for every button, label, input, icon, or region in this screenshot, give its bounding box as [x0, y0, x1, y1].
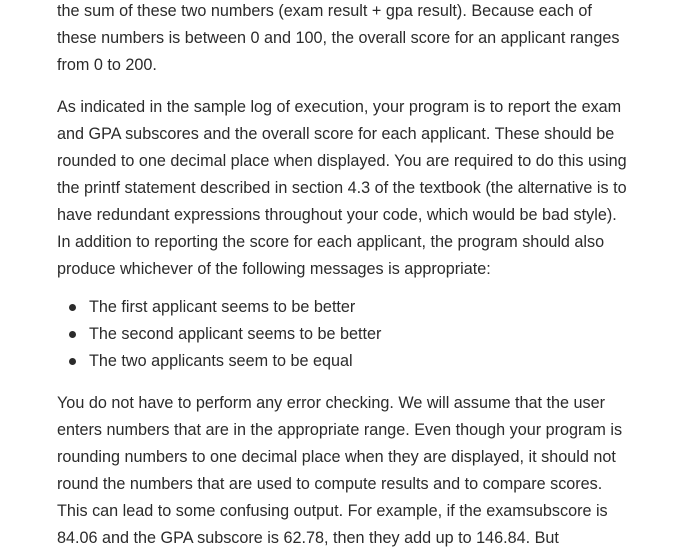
text-line: these numbers is between 0 and 100, the overall score for an applicant ranges — [57, 29, 620, 47]
text-line: enters numbers that are in the appropriate range. Even though your program is — [57, 421, 623, 439]
text-line: and GPA subscores and the overall score for each applicant. These should be — [57, 125, 615, 143]
list-item — [57, 321, 381, 348]
message-bullet-list — [57, 294, 381, 375]
text-line: the sum of these two numbers (exam result + gpa result). Because each of — [57, 2, 592, 20]
text-line: round the numbers that are used to compute results and to compare scores. — [57, 475, 603, 493]
list-item — [57, 294, 381, 321]
bullet-icon — [69, 304, 76, 311]
paragraph-score-sum — [57, 0, 619, 79]
text-line: from 0 to 200. — [57, 56, 157, 74]
text-line: produce whichever of the following messages is appropriate: — [57, 260, 491, 278]
paragraph-reporting — [57, 94, 627, 283]
list-item-text: The two applicants seem to be equal — [89, 352, 353, 370]
text-line: rounded to one decimal place when displayed. You are required to do this using — [57, 152, 627, 170]
text-line: the printf statement described in section 4.3 of the textbook (the alternative is to — [57, 179, 627, 197]
text-line: 84.06 and the GPA subscore is 62.78, then they add up to 146.84. But — [57, 529, 559, 547]
list-item-text: The second applicant seems to be better — [89, 325, 382, 343]
list-item — [57, 348, 381, 375]
list-item-text: The first applicant seems to be better — [89, 298, 356, 316]
bullet-icon — [69, 331, 76, 338]
text-line: As indicated in the sample log of execution, your program is to report the exam — [57, 98, 622, 116]
text-line: You do not have to perform any error checking. We will assume that the user — [57, 394, 605, 412]
text-line: In addition to reporting the score for each applicant, the program should also — [57, 233, 605, 251]
text-line: This can lead to some confusing output. For example, if the examsubscore is — [57, 502, 608, 520]
paragraph-error-checking — [57, 390, 622, 552]
bullet-icon — [69, 358, 76, 365]
text-line: have redundant expressions throughout your code, which would be bad style). — [57, 206, 617, 224]
text-line: rounding numbers to one decimal place when they are displayed, it should not — [57, 448, 616, 466]
